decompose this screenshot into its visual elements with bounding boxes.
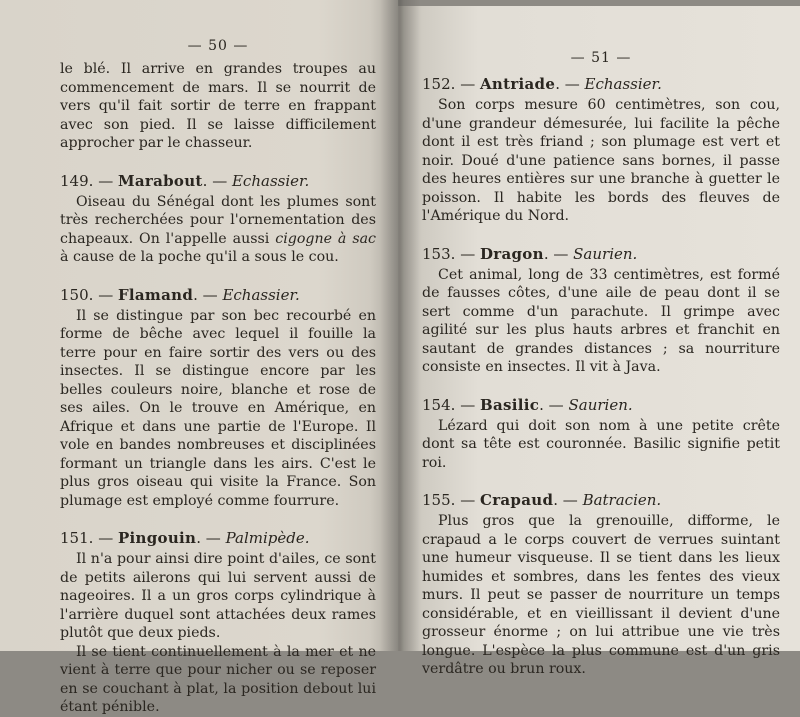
entry-153-text: Cet animal, long de 33 centimètres, est formé de fausses côtes, d'une aile de peau dont il se sert comme d'un parachute. Il grimpe avec agilité sur les plus hauts arbres et franchit en sautant de grandes distances ; sa nourriture consiste en insectes. Il vit à Java. — [422, 266, 780, 375]
left-page — [0, 0, 398, 715]
entry-152-text: Son corps mesure 60 centimètres, son cou, d'une grandeur démesurée, lui facilite la pêche dont il est très friand ; son plumage est vert et noir. Doué d'une patience sans bornes, il passe des heures entières sur une branche à guetter le poisson. Il habite les bords des fleuves de l'Amérique du Nord. — [422, 97, 780, 224]
entry-152-heading — [422, 74, 780, 94]
entry-155-text: Plus gros que la grenouille, difforme, le crapaud a le corps couvert de verrues suintant une humeur visqueuse. Il se tient dans les lieux humides et sombres, dans les fentes des vieux murs. Il peut se passer de nourriture un temps considérable, et en vieillissant il devient d'une grosseur énorme ; on lui attribue une vie très longue. L'espèce la plus commune est d'un gris verdâtre ou brun roux. — [422, 513, 780, 677]
entry-class: Palmipède. — [225, 529, 310, 547]
entry-150-heading — [60, 285, 376, 305]
entry-name: Dragon — [479, 244, 544, 263]
entry-name: Basilic — [479, 395, 540, 414]
entry-name: Marabout — [117, 171, 203, 190]
entry-dash: — — [460, 491, 476, 509]
right-page — [398, 6, 800, 677]
entry-name: Pingouin — [117, 529, 197, 547]
entry-151-text-2: Il se tient continuellement à la mer et ne vient à terre que pour nicher ou se reposer en se couchant à plat, la position debout lui étant pénible. — [60, 643, 376, 715]
entry-class: Saurien. — [573, 244, 638, 263]
entry-class: Echassier. — [222, 285, 300, 304]
entry-149-heading — [60, 171, 376, 191]
entry-151-heading — [60, 528, 376, 548]
entry-class: Echassier. — [584, 75, 662, 93]
entry-separator: . — — [202, 171, 228, 190]
entry-151-text-1: Il n'a pour ainsi dire point d'ailes, ce sont de petits ailerons qui lui servent aussi de nageoires. Il a un gros corps cylindrique à l'arrière duquel sont attachées deux rames plutôt que deux pieds. — [60, 551, 376, 641]
entry-154-text: Lézard qui doit son nom à une petite crête dont sa tête est couronnée. Basilic signifie petit roi. — [422, 417, 780, 471]
entry-dash: — — [460, 75, 476, 93]
entry-name: Crapaud — [479, 491, 554, 509]
entry-separator: . — — [553, 491, 578, 509]
entry-separator: . — — [196, 529, 221, 547]
entry-dash: — — [460, 395, 476, 414]
entry-separator: . — — [555, 75, 580, 93]
entry-155-heading — [422, 490, 780, 510]
page-number-left: — 50 — — [187, 38, 249, 54]
entry-dash: — — [460, 244, 476, 263]
intro-paragraph: le blé. Il arrive en grandes troupes au commencement de mars. Il se nourrit de vers qu'il fait sortir de terre en frappant avec son pied. Il se laisse difficilement approcher par le chasseur. — [60, 61, 376, 151]
entry-153-heading — [422, 244, 780, 264]
entry-number: 154. — [422, 395, 456, 414]
entry-separator: . — — [539, 395, 564, 414]
entry-name: Antriade — [479, 75, 556, 93]
entry-separator: . — — [543, 244, 569, 263]
entry-150-text: Il se distingue par son bec recourbé en forme de bêche avec lequel il fouille la terre pour en faire sortir des vers ou des insectes. Il se distingue encore par les belles couleurs noire, blanche et rose de ses ailes. On le trouve en Amérique, en Afrique et dans une partie de l'Europe. Il vole en bandes nombreuses et disciplinées formant un triangle dans les airs. C'est le plus gros oiseau qui visite la France. Son plumage est employé comme fourrure. — [60, 307, 376, 509]
page-number-right: — 51 — — [570, 50, 632, 66]
entry-dash: — — [98, 529, 114, 547]
entry-name: Flamand — [117, 285, 194, 304]
entry-text-part: à cause de la poche qu'il a sous le cou. — [60, 249, 339, 265]
entry-number: 151. — [60, 529, 94, 547]
entry-number: 150. — [60, 285, 94, 304]
entry-dash: — — [98, 285, 114, 304]
entry-149-text — [60, 193, 376, 267]
entry-text-part: Oiseau du Sénégal dont les plumes sont très recherchées pour l'ornementation des chapeaux. On l'appelle aussi — [60, 193, 376, 247]
entry-text-italic: cigogne à sac — [275, 230, 377, 247]
entry-number: 155. — [422, 491, 456, 509]
entry-number: 152. — [422, 75, 456, 93]
entry-154-heading — [422, 395, 780, 415]
entry-number: 153. — [422, 244, 456, 263]
entry-number: 149. — [60, 171, 94, 190]
entry-class: Saurien. — [568, 395, 633, 414]
entry-class: Batracien. — [582, 491, 662, 509]
entry-class: Echassier. — [231, 171, 310, 190]
entry-dash: — — [98, 171, 114, 190]
entry-separator: . — — [193, 285, 218, 304]
